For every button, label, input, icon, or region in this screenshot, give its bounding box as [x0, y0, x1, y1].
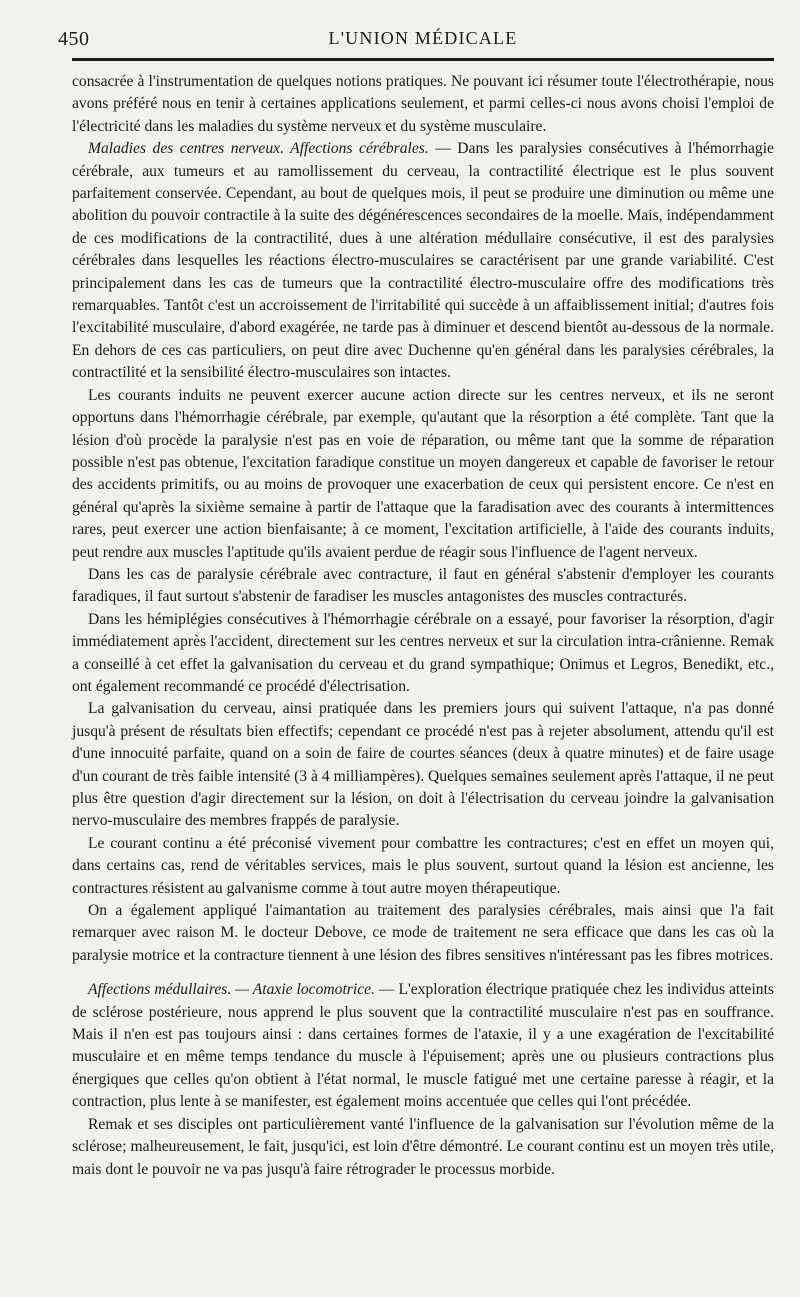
paragraph-5-text: Dans les hémiplégies consécutives à l'hémorrhagie cérébrale on a essayé, pour favoriser la résorption, d'agir immédiatement après l'accident, directement sur les centres nerveux et sur la circulation intra-crânienne. Remak a conseillé à cet effet la galvanisation du cerveau et du grand sympathique; Onimus et Legros, Benedikt, etc., ont également recommandé ce procédé d'électrisation. — [72, 610, 774, 695]
paragraph-9 — [72, 979, 774, 1113]
article-body — [72, 71, 774, 1181]
paragraph-4 — [72, 564, 774, 609]
paragraph-7 — [72, 833, 774, 900]
running-title: L'UNION MÉDICALE — [328, 28, 518, 48]
header-rule — [72, 58, 774, 61]
section-heading-medullary: Affections médullaires. — Ataxie locomotrice. — [88, 981, 375, 999]
page-number: 450 — [58, 28, 90, 50]
paragraph-1-text: consacrée à l'instrumentation de quelques notions pratiques. Ne pouvant ici résumer toute l'électrothérapie, nous avons préféré nous en tenir à certaines applications seulement, et parmi celles-ci nous avons choisi l'emploi de l'électricité dans les maladies du système nerveux et du système musculaire. — [72, 73, 774, 135]
paragraph-1 — [72, 71, 774, 138]
paragraph-10-text: Remak et ses disciples ont particulièrement vanté l'influence de la galvanisation sur l'évolution même de la sclérose; malheureusement, le fait, jusqu'ici, est loin d'être démontré. Le courant continu est un moyen très utile, mais dont le pouvoir ne va pas jusqu'à faire rétrograder le processus morbide. — [72, 1115, 774, 1178]
paragraph-6 — [72, 698, 774, 832]
paragraph-8-text: On a également appliqué l'aimantation au traitement des paralysies cérébrales, mais ainsi que l'a fait remarquer avec raison M. le docteur Debove, ce mode de traitement ne sera efficace que dans les cas où la paralysie motrice et la contracture tiennent à une lésion des fibres sensitives n'intéressant pas les fibres motrices. — [72, 902, 774, 964]
paragraph-6-text: La galvanisation du cerveau, ainsi pratiquée dans les premiers jours qui suivent l'attaque, n'a pas donné jusqu'à présent de résultats bien effectifs; cependant ce procédé n'est pas à rejeter absolument, attendu qu'il est d'une innocuité parfaite, quand on a soin de faire de courtes séances (deux à quatre minutes) et de faire usage d'un courant de très faible intensité (3 à 4 milliampères). Quelques semaines seulement après l'attaque, il ne peut plus être question d'agir directement sur la lésion, on doit à l'électrisation du cerveau joindre la galvanisation nervo-musculaire des membres frappés de paralysie. — [72, 700, 774, 830]
paragraph-2-text: — Dans les paralysies consécutives à l'hémorrhagie cérébrale, aux tumeurs et au ramollissement du cerveau, la contractilité électrique est le plus souvent parfaitement conservée. Cependant, au bout de quelques mois, il peut se produire une diminution ou même une abolition du pouvoir contractile à la suite des dégénérescences secondaires de la moelle. Mais, indépendamment de ces modifications de la contractilité, dues à une altération médullaire consécutive, il est des paralysies cérébrales dans lesquelles les réactions électro-musculaires se caractérisent par une grande variabilité. C'est principalement dans les cas de tumeurs que la contractilité électro-musculaire offre des modifications très remarquables. Tantôt c'est un accroissement de l'irritabilité qui succède à un affaiblissement initial; d'autres fois l'excitabilité musculaire, d'abord exagérée, ne tarde pas à diminuer et descend bientôt au-dessous de la normale. En dehors de ces cas particuliers, on peut dire avec Duchenne qu'en général dans les paralysies cérébrales, la contractilité et la sensibilité électro-musculaires son intactes. — [72, 140, 774, 382]
paragraph-7-text: Le courant continu a été préconisé vivement pour combattre les contractures; c'est en effet un moyen qui, dans certains cas, rend de véritables services, mais le plus souvent, surtout quand la lésion est ancienne, les contractures résistent au galvanisme comme à tout autre moyen thérapeutique. — [72, 834, 774, 897]
paragraph-3 — [72, 385, 774, 564]
paragraph-4-text: Dans les cas de paralysie cérébrale avec contracture, il faut en général s'abstenir d'employer les courants faradiques, il faut surtout s'abstenir de faradiser les muscles antagonistes des muscles contracturés. — [72, 565, 774, 606]
paragraph-8 — [72, 900, 774, 967]
section-heading-cerebral: Maladies des centres nerveux. Affections cérébrales. — [88, 140, 429, 158]
page-header — [58, 22, 774, 56]
paragraph-5 — [72, 609, 774, 699]
paragraph-3-text: Les courants induits ne peuvent exercer aucune action directe sur les centres nerveux, et ils ne seront opportuns dans l'hémorrhagie cérébrale, par exemple, qu'autant que la résorption a été complète. Tant que la lésion d'où procède la paralysie n'est pas en voie de réparation, ou même tant que la somme de réparation possible n'est pas obtenue, l'excitation faradique constitue un moyen dangereux et capable de favoriser le retour des accidents primitifs, ou au moins de provoquer une exacerbation de ceux qui persistent encore. Ce n'est en général qu'après la sixième semaine à partir de l'attaque que la faradisation avec des courants à intermittences rares, peut exercer une action bienfaisante; à ce moment, l'excitation artificielle, à l'aide des courants induits, peut rendre aux muscles l'aptitude qu'ils avaient perdue de réagir sous l'influence de l'agent nerveux. — [72, 386, 774, 561]
paragraph-9-text: — L'exploration électrique pratiquée chez les individus atteints de sclérose postérieure, nous apprend le plus souvent que la contractilité musculaire n'est pas en souffrance. Mais il n'en est pas toujours ainsi : dans certaines formes de l'ataxie, il y a une exagération de l'excitabilité musculaire et en même temps tendance du muscle à l'épuisement; après une ou plusieurs contractions plus énergiques que celles qu'on obtient à l'état normal, le muscle fatigué met une certaine paresse à réagir, et la contraction, plus lente à se manifester, est également moins accentuée que celles qui l'ont précédée. — [72, 981, 775, 1111]
paragraph-10 — [72, 1114, 774, 1181]
paragraph-2 — [72, 138, 774, 384]
